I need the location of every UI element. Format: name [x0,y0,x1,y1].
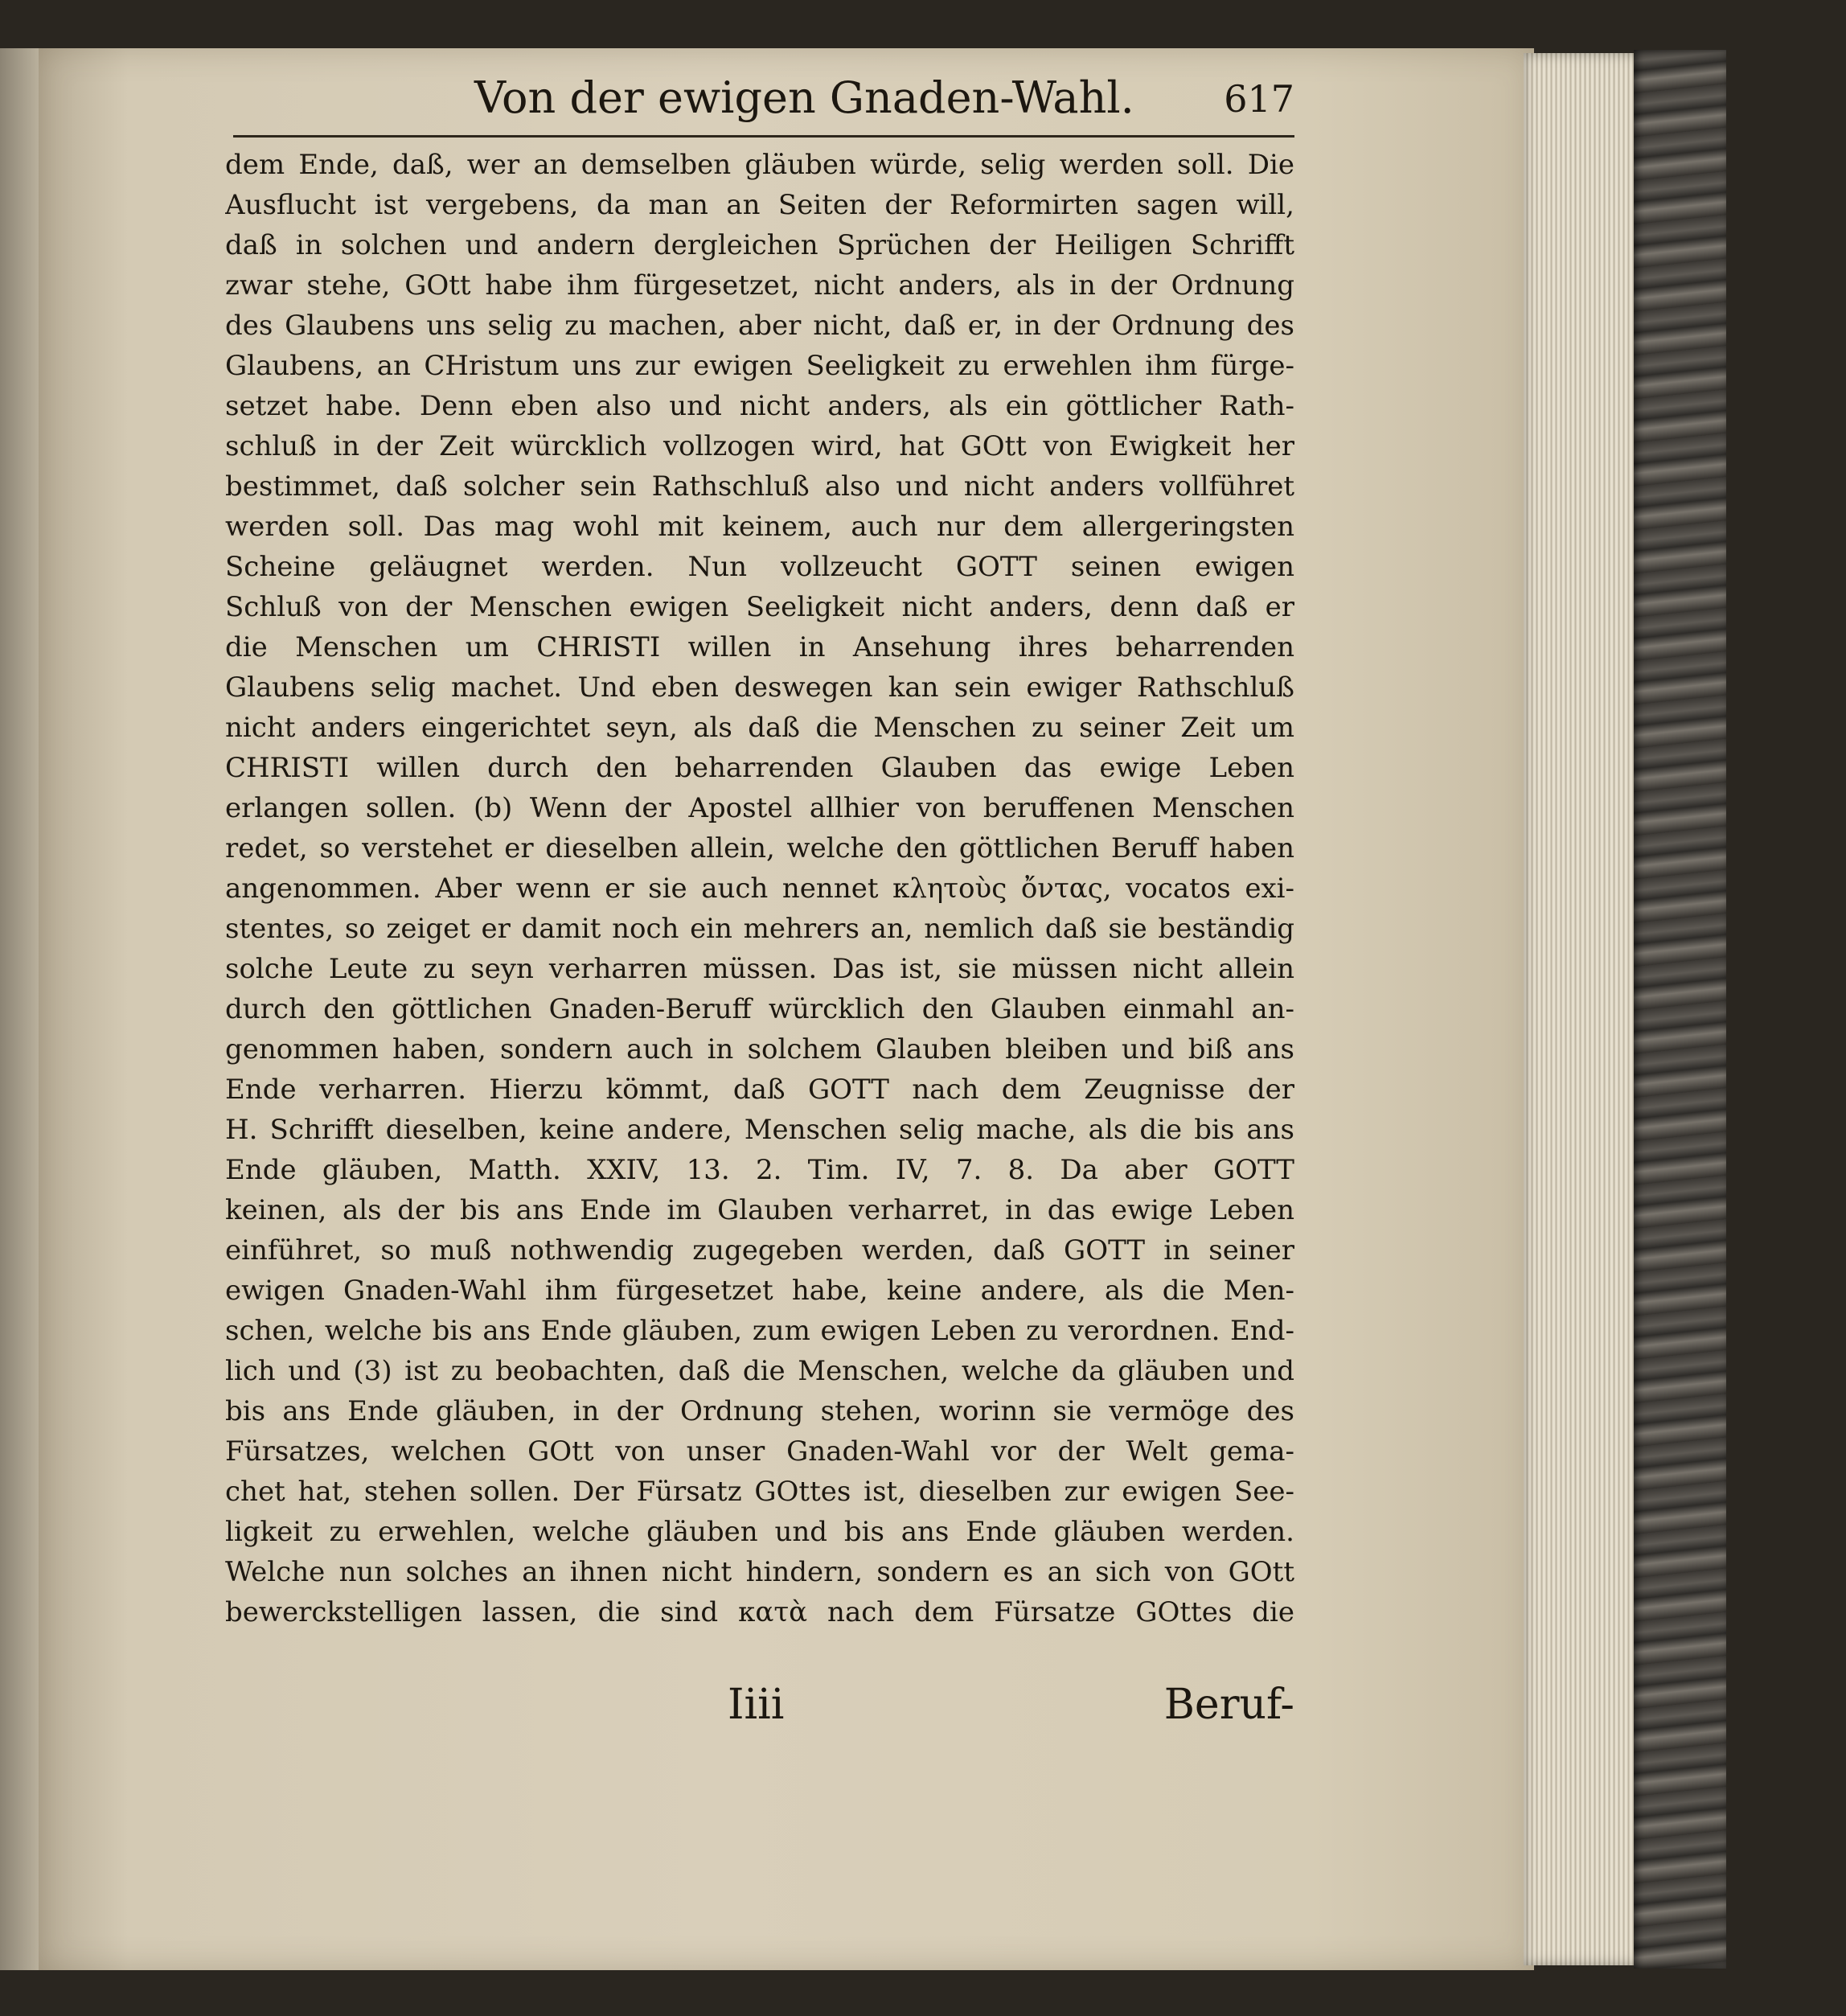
text-line: redet, so verstehet er dieselben allein, welche den göttlichen Beruff haben [225,832,1294,864]
text-line: setzet habe. Denn eben also und nicht anders, als ein göttlicher Rath- [225,390,1294,422]
facing-page-edge [0,48,39,1970]
text-line: ligkeit zu erwehlen, welche gläuben und bis ans Ende gläuben werden. [225,1516,1294,1548]
text-line: chet hat, stehen sollen. Der Fürsatz GOttes ist, dieselben zur ewigen See- [225,1476,1294,1508]
text-line: H. Schrifft dieselben, keine andere, Menschen selig mache, als die bis ans [225,1114,1294,1146]
page-number: 617 [1224,77,1294,121]
text-line: bestimmet, daß solcher sein Rathschluß also und nicht anders vollführet [225,470,1294,503]
header-rule [233,135,1294,138]
text-line: schluß in der Zeit würcklich vollzogen wird, hat GOtt von Ewigkeit her [225,430,1294,462]
text-line: zwar stehe, GOtt habe ihm fürgesetzet, nicht anders, als in der Ordnung [225,269,1294,302]
text-line: bewerckstelligen lassen, die sind κατὰ nach dem Fürsatze GOttes die [225,1596,1294,1628]
marbled-cover-board [1634,50,1726,1969]
text-line: lich und (3) ist zu beobachten, daß die Menschen, welche da gläuben und [225,1355,1294,1387]
running-title: Von der ewigen Gnaden-Wahl. [474,72,1134,123]
text-line: stentes, so zeiget er damit noch ein mehrers an, nemlich daß sie beständig [225,913,1294,945]
text-line: Glaubens, an CHristum uns zur ewigen Seeligkeit zu erwehlen ihm fürge- [225,350,1294,382]
text-line: Ende verharren. Hierzu kömmt, daß GOTT nach dem Zeugnisse der [225,1074,1294,1106]
text-line: Schluß von der Menschen ewigen Seeligkeit nicht anders, denn daß er [225,591,1294,623]
text-line: CHRISTI willen durch den beharrenden Glauben das ewige Leben [225,752,1294,784]
page-edges [1524,53,1644,1965]
running-header [233,71,1294,129]
signature-mark: Iiii [728,1681,785,1729]
text-line: solche Leute zu seyn verharren müssen. Das ist, sie müssen nicht allein [225,953,1294,985]
text-line: Ende gläuben, Matth. XXIV, 13. 2. Tim. IV, 7. 8. Da aber GOTT [225,1154,1294,1186]
text-line: Welche nun solches an ihnen nicht hindern, sondern es an sich von GOtt [225,1556,1294,1588]
text-line: die Menschen um CHRISTI willen in Ansehung ihres beharrenden [225,631,1294,663]
text-line: daß in solchen und andern dergleichen Sprüchen der Heiligen Schrifft [225,229,1294,261]
text-line: bis ans Ende gläuben, in der Ordnung stehen, worinn sie vermöge des [225,1395,1294,1427]
page-footer [225,1681,1294,1729]
text-line: einführet, so muß nothwendig zugegeben werden, daß GOTT in seiner [225,1234,1294,1267]
text-line: Glaubens selig machet. Und eben deswegen kan sein ewiger Rathschluß [225,671,1294,704]
text-line: werden soll. Das mag wohl mit keinem, auch nur dem allergeringsten [225,511,1294,543]
body-text [225,145,1294,1632]
text-line: genommen haben, sondern auch in solchem Glauben bleiben und biß ans [225,1033,1294,1065]
text-line: Scheine geläugnet werden. Nun vollzeucht GOTT seinen ewigen [225,551,1294,583]
text-line: durch den göttlichen Gnaden-Beruff würcklich den Glauben einmahl an- [225,993,1294,1025]
text-line: erlangen sollen. (b) Wenn der Apostel allhier von beruffenen Menschen [225,792,1294,824]
text-line: des Glaubens uns selig zu machen, aber nicht, daß er, in der Ordnung des [225,310,1294,342]
text-line: nicht anders eingerichtet seyn, als daß die Menschen zu seiner Zeit um [225,712,1294,744]
text-line: keinen, als der bis ans Ende im Glauben verharret, in das ewige Leben [225,1194,1294,1226]
text-line: schen, welche bis ans Ende gläuben, zum ewigen Leben zu verordnen. End- [225,1315,1294,1347]
text-line: dem Ende, daß, wer an demselben gläuben würde, selig werden soll. Die [225,149,1294,181]
text-line: Ausflucht ist vergebens, da man an Seiten der Reformirten sagen will, [225,189,1294,221]
text-line: Fürsatzes, welchen GOtt von unser Gnaden-Wahl vor der Welt gema- [225,1435,1294,1468]
text-line: angenommen. Aber wenn er sie auch nennet κλητοὺς ὄντας, vocatos exi- [225,873,1294,905]
catchword: Beruf- [1163,1681,1294,1729]
text-line: ewigen Gnaden-Wahl ihm fürgesetzet habe, keine andere, als die Men- [225,1275,1294,1307]
